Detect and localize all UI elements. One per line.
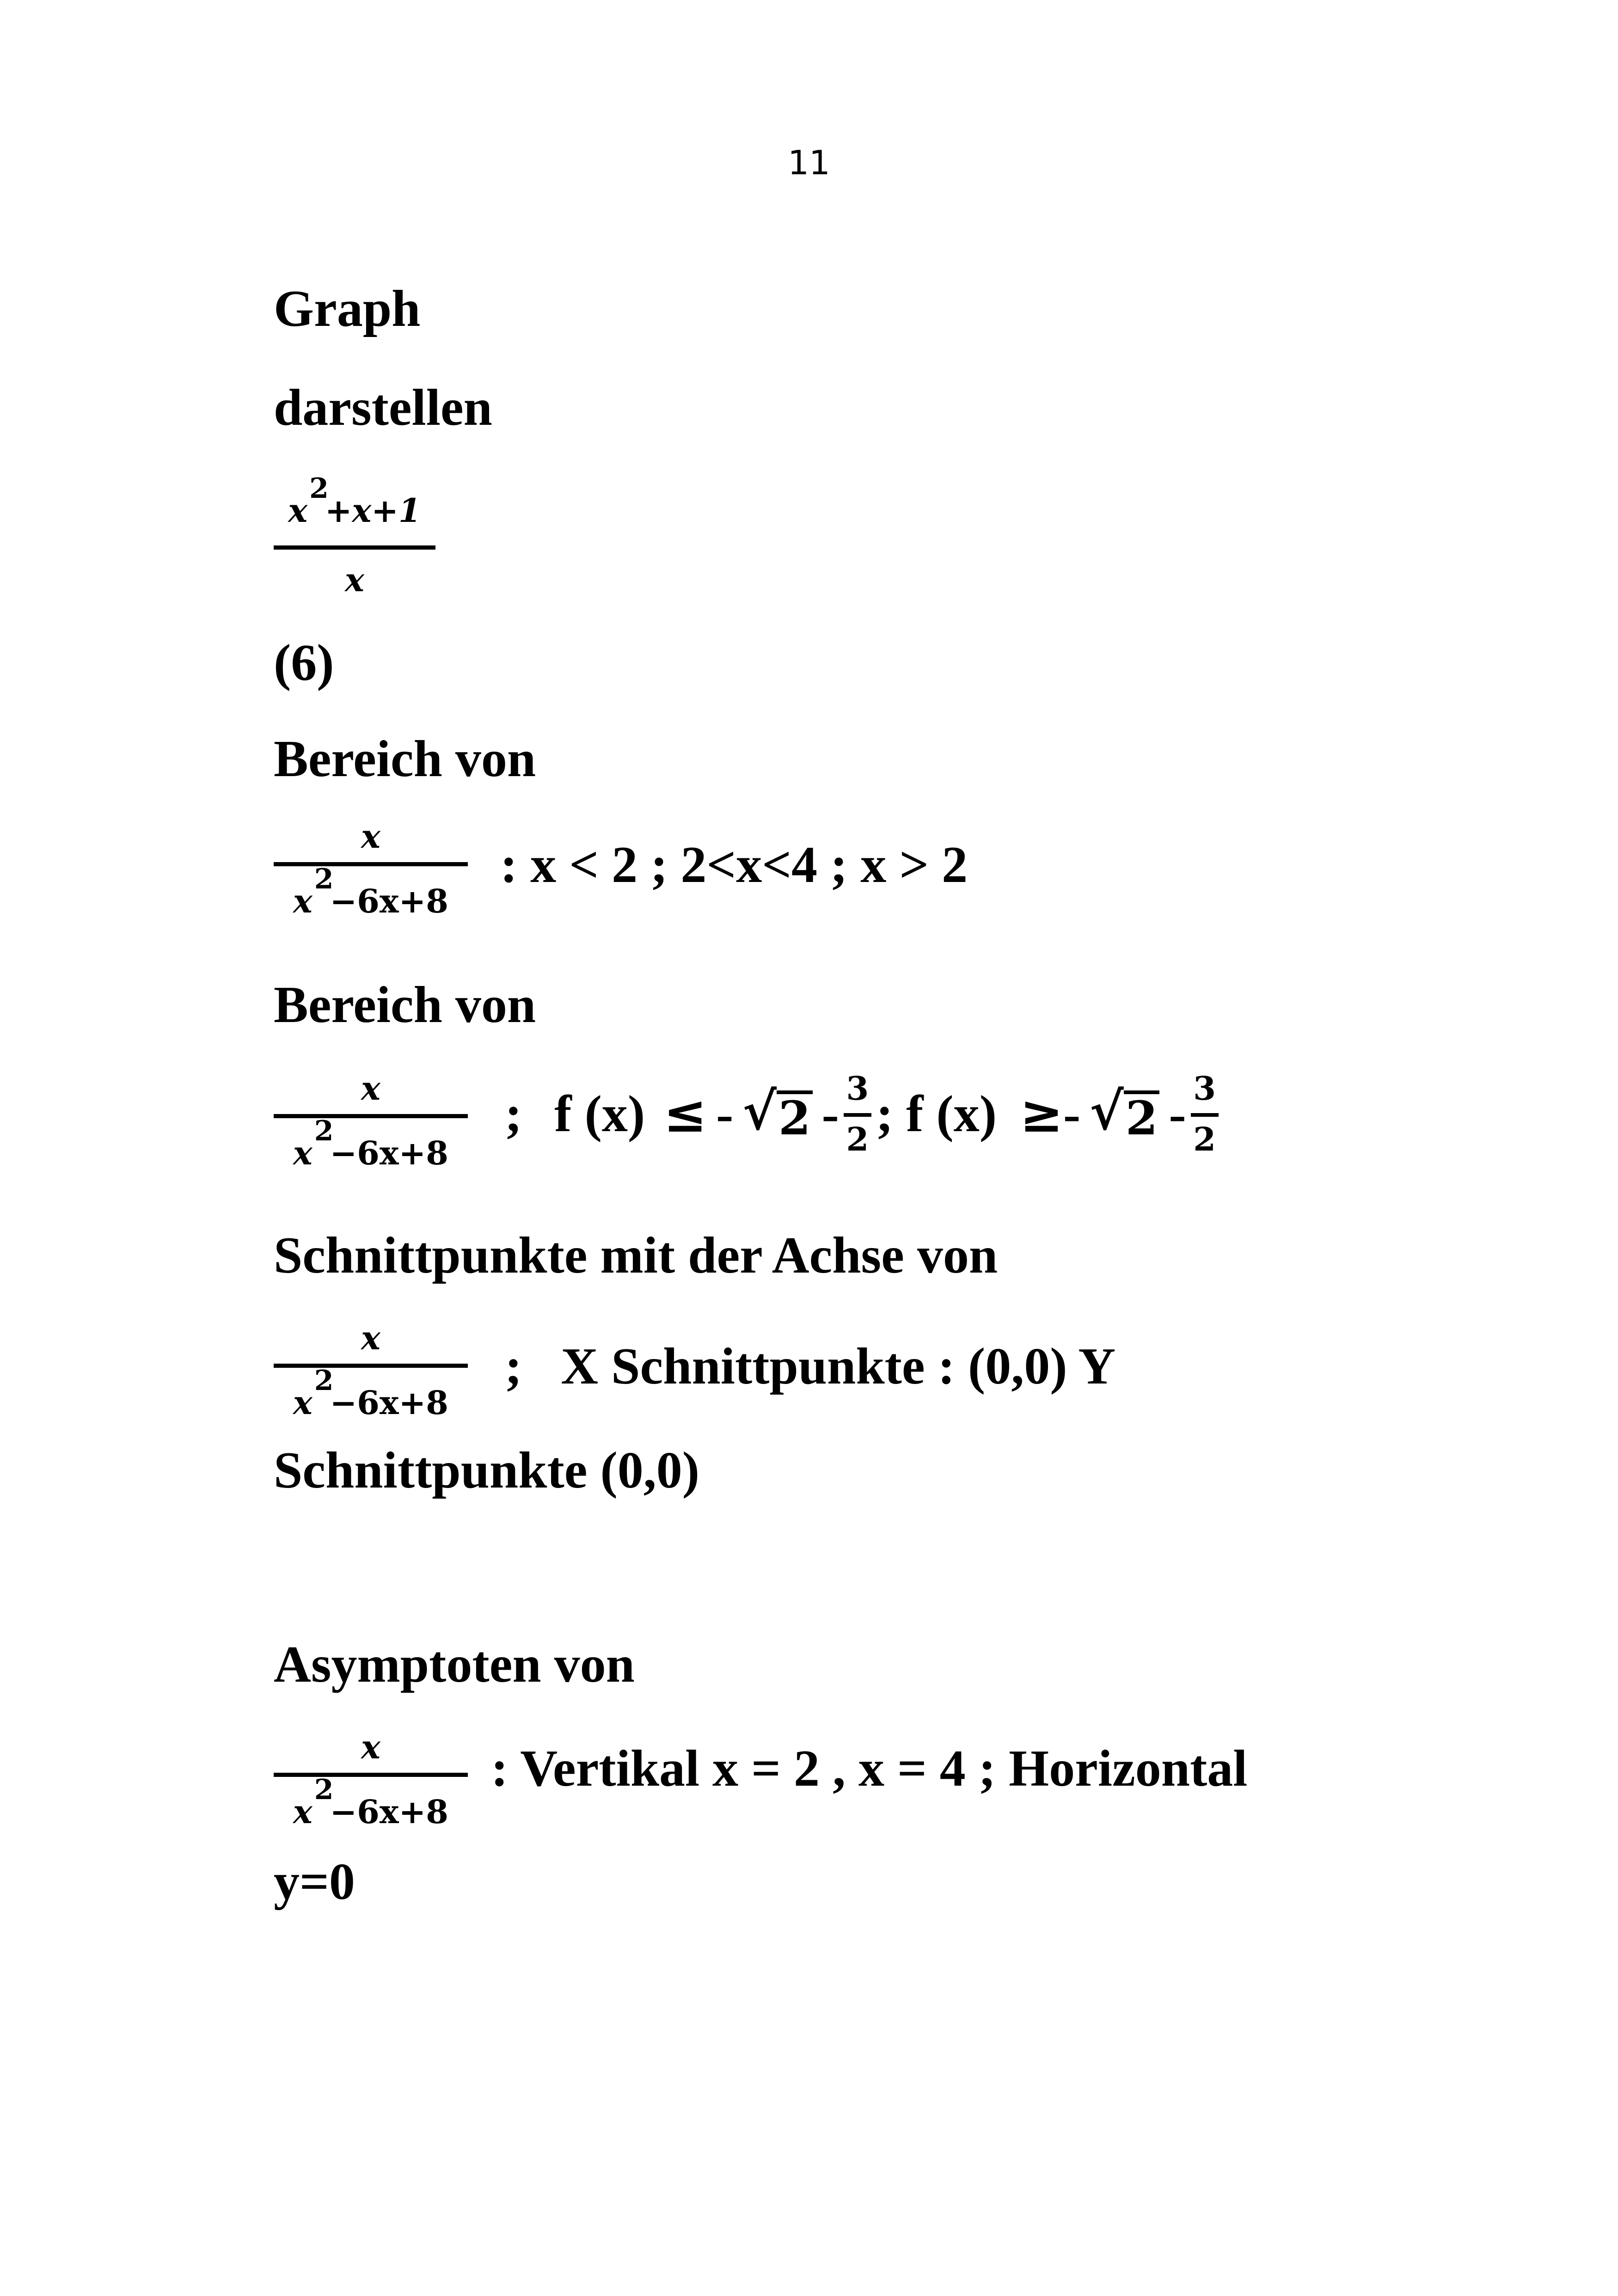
fraction-denominator: x2−6x+8 (293, 1365, 448, 1422)
le-symbol: ≤ (663, 1084, 707, 1144)
fraction-denominator: x2−6x+8 (293, 863, 448, 920)
fraction (274, 816, 468, 936)
domain-text: : x < 2 ; 2<x<4 ; x > 2 (500, 836, 968, 894)
range-text (505, 1068, 1223, 1160)
fraction (274, 1722, 468, 1842)
fraction-bar (274, 1773, 468, 1777)
intercepts-row (274, 1313, 1383, 1461)
minus-sign: - (1169, 1085, 1186, 1143)
ge-symbol: ≥ (1020, 1084, 1063, 1144)
separator: ; (505, 1085, 522, 1143)
asymptote-horizontal-value: y=0 (274, 1853, 355, 1910)
intercepts-text: ; X Schnittpunkte : (0,0) Y (505, 1338, 1116, 1395)
fraction-numerator: x2+x+1 (288, 472, 421, 530)
label-six: (6) (274, 634, 334, 692)
heading-bereich-1: Bereich von (274, 730, 536, 788)
page-number: 11 (788, 143, 830, 182)
minus-sign: - (716, 1085, 734, 1143)
asymptotes-row (274, 1722, 1429, 1870)
fraction (274, 472, 435, 619)
intercepts-continued: Schnittpunkte (0,0) (274, 1442, 700, 1499)
minus-sign: - (1063, 1085, 1081, 1143)
heading-darstellen: darstellen (274, 379, 492, 436)
heading-schnittpunkte: Schnittpunkte mit der Achse von (274, 1227, 998, 1284)
range-row (274, 1063, 1429, 1211)
fraction-numerator: x (361, 1728, 380, 1766)
small-fraction: 3 2 (1191, 1068, 1219, 1160)
fraction-denominator: x (345, 561, 364, 599)
heading-bereich-2: Bereich von (274, 976, 536, 1034)
fraction-denominator: x2−6x+8 (293, 1115, 448, 1172)
small-fraction: 3 2 (844, 1068, 871, 1160)
heading-graph: Graph (274, 280, 421, 337)
fraction-bar (274, 862, 468, 866)
asymptotes-text: : Vertikal x = 2 , x = 4 ; Horizontal (491, 1740, 1248, 1797)
domain-row (274, 816, 1383, 964)
fraction-denominator: x2−6x+8 (293, 1774, 448, 1831)
fraction (274, 1313, 468, 1433)
fx-label-2: ; f (x) (876, 1085, 997, 1143)
function-fraction (274, 472, 440, 629)
fx-label: f (x) (554, 1085, 645, 1143)
fraction-numerator: x (361, 1319, 380, 1357)
fraction (274, 1063, 468, 1183)
fraction-numerator: x (361, 817, 380, 856)
fraction-bar (274, 1364, 468, 1368)
fraction-numerator: x (361, 1069, 380, 1108)
sqrt-expression: √ 2 (742, 1086, 812, 1143)
sqrt-expression: √ 2 (1090, 1086, 1159, 1143)
heading-asymptoten: Asymptoten von (274, 1636, 635, 1693)
minus-sign: - (821, 1085, 839, 1143)
fraction-bar (274, 545, 435, 550)
fraction-bar (274, 1114, 468, 1118)
